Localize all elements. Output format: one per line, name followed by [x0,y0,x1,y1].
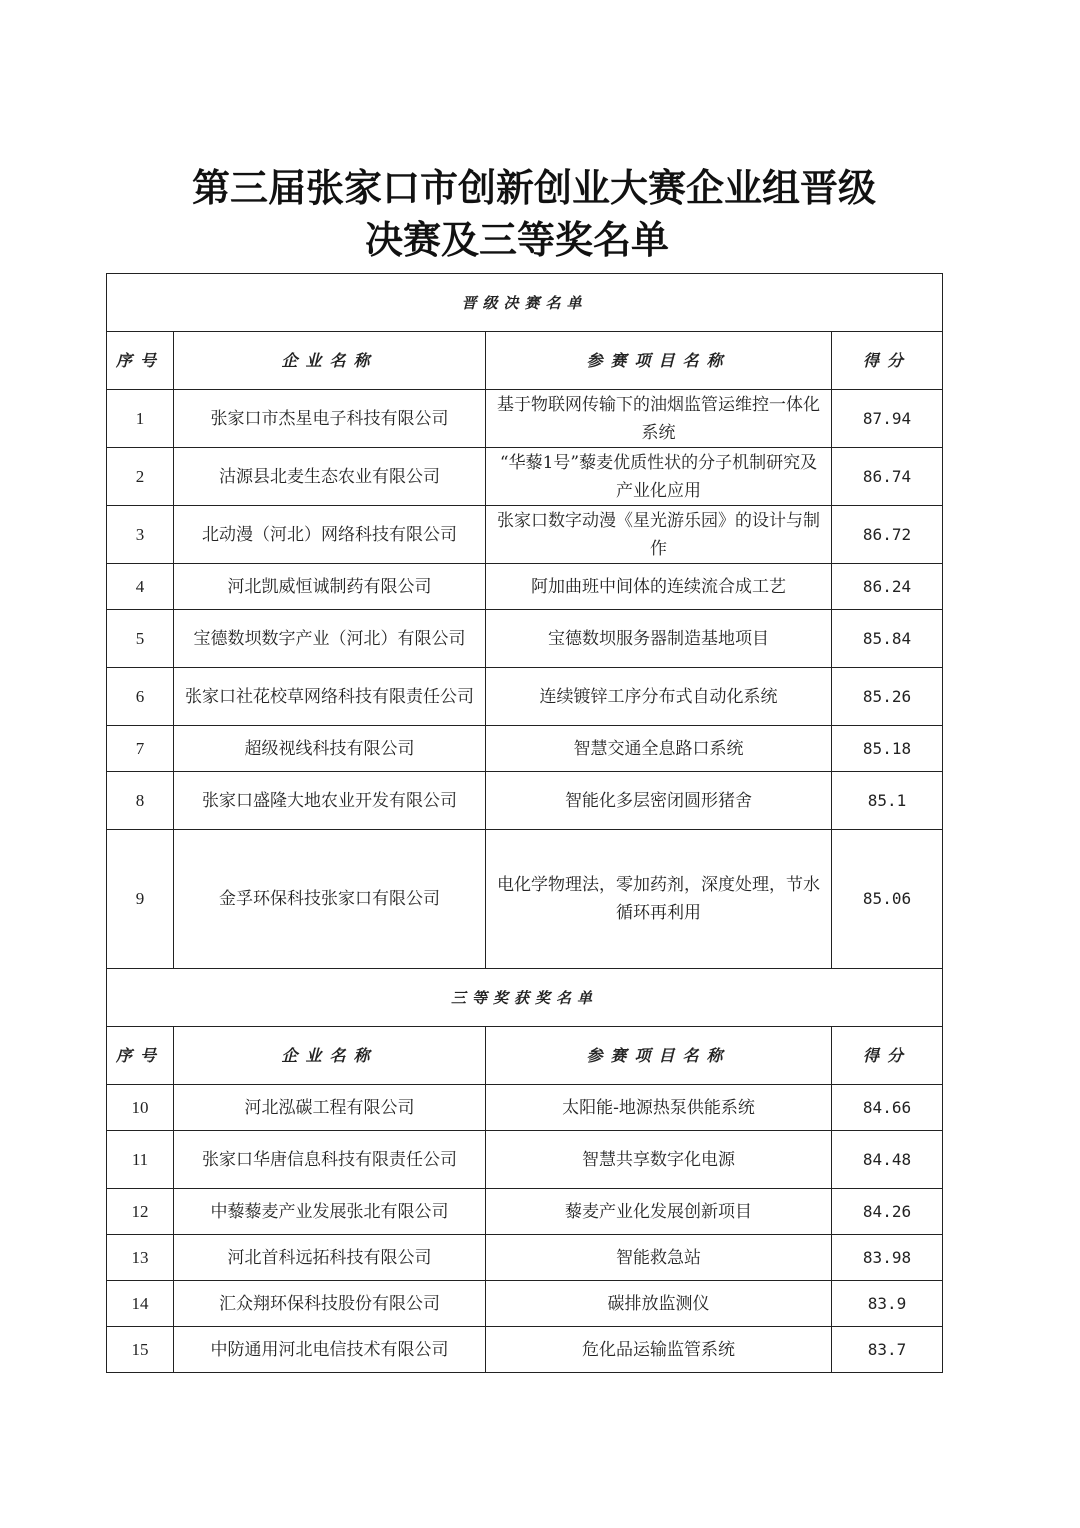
row-index: 8 [107,772,174,830]
row-project: 阿加曲班中间体的连续流合成工艺 [486,564,832,610]
table-row [107,448,943,506]
column-header-index: 序号 [107,1027,174,1085]
row-score: 83.9 [832,1281,943,1327]
row-project: 张家口数字动漫《星光游乐园》的设计与制作 [486,506,832,564]
row-index: 13 [107,1235,174,1281]
row-company: 张家口华唐信息科技有限责任公司 [174,1131,486,1189]
row-company: 张家口社花校草网络科技有限责任公司 [174,668,486,726]
table-row [107,1189,943,1235]
row-index: 12 [107,1189,174,1235]
row-company: 河北泓碳工程有限公司 [174,1085,486,1131]
row-index: 7 [107,726,174,772]
row-company: 中藜藜麦产业发展张北有限公司 [174,1189,486,1235]
row-project: 智慧共享数字化电源 [486,1131,832,1189]
row-score: 84.66 [832,1085,943,1131]
row-company: 河北凯威恒诚制药有限公司 [174,564,486,610]
section-header-row [107,274,943,332]
column-header-project: 参赛项目名称 [486,332,832,390]
row-index: 6 [107,668,174,726]
page-title-line-2: 决赛及三等奖名单 [365,218,670,262]
row-index: 4 [107,564,174,610]
row-score: 85.06 [832,830,943,969]
row-project: 智能救急站 [486,1235,832,1281]
row-index: 2 [107,448,174,506]
row-project: 智能化多层密闭圆形猪舍 [486,772,832,830]
row-project: 电化学物理法，零加药剂，深度处理，节水循环再利用 [486,830,832,969]
row-score: 85.18 [832,726,943,772]
section-title-third-prize: 三等奖获奖名单 [107,969,943,1027]
table-row [107,390,943,448]
row-score: 84.26 [832,1189,943,1235]
row-project: “华藜1号”藜麦优质性状的分子机制研究及产业化应用 [486,448,832,506]
row-company: 沽源县北麦生态农业有限公司 [174,448,486,506]
table-row [107,772,943,830]
row-company: 超级视线科技有限公司 [174,726,486,772]
row-score: 86.24 [832,564,943,610]
row-index: 14 [107,1281,174,1327]
column-header-project: 参赛项目名称 [486,1027,832,1085]
table-row [107,1327,943,1373]
row-score: 85.1 [832,772,943,830]
table-row [107,506,943,564]
row-score: 86.74 [832,448,943,506]
award-table [106,273,943,1373]
row-score: 87.94 [832,390,943,448]
row-company: 张家口市杰星电子科技有限公司 [174,390,486,448]
row-company: 张家口盛隆大地农业开发有限公司 [174,772,486,830]
column-header-index: 序号 [107,332,174,390]
row-score: 83.7 [832,1327,943,1373]
row-company: 中防通用河北电信技术有限公司 [174,1327,486,1373]
page-title [150,162,970,266]
table-row [107,564,943,610]
table-row [107,610,943,668]
row-index: 10 [107,1085,174,1131]
row-project: 宝德数坝服务器制造基地项目 [486,610,832,668]
row-project: 智慧交通全息路口系统 [486,726,832,772]
row-company: 北动漫（河北）网络科技有限公司 [174,506,486,564]
row-score: 86.72 [832,506,943,564]
row-score: 84.48 [832,1131,943,1189]
table-row [107,830,943,969]
row-index: 15 [107,1327,174,1373]
column-header-score: 得分 [832,332,943,390]
table-row [107,1235,943,1281]
row-project: 连续镀锌工序分布式自动化系统 [486,668,832,726]
row-score: 85.26 [832,668,943,726]
column-header-row [107,332,943,390]
table-row [107,726,943,772]
row-company: 宝德数坝数字产业（河北）有限公司 [174,610,486,668]
table-row [107,1085,943,1131]
row-index: 9 [107,830,174,969]
row-project: 藜麦产业化发展创新项目 [486,1189,832,1235]
table-row [107,1131,943,1189]
table-row [107,1281,943,1327]
row-score: 85.84 [832,610,943,668]
row-company: 河北首科远拓科技有限公司 [174,1235,486,1281]
column-header-row [107,1027,943,1085]
section-title-finalists: 晋级决赛名单 [107,274,943,332]
row-index: 11 [107,1131,174,1189]
row-project: 太阳能-地源热泵供能系统 [486,1085,832,1131]
column-header-company: 企业名称 [174,332,486,390]
column-header-score: 得分 [832,1027,943,1085]
row-project: 碳排放监测仪 [486,1281,832,1327]
row-project: 基于物联网传输下的油烟监管运维控一体化系统 [486,390,832,448]
row-index: 1 [107,390,174,448]
row-company: 汇众翔环保科技股份有限公司 [174,1281,486,1327]
table-row [107,668,943,726]
section-header-row [107,969,943,1027]
row-index: 5 [107,610,174,668]
row-project: 危化品运输监管系统 [486,1327,832,1373]
row-company: 金孚环保科技张家口有限公司 [174,830,486,969]
row-index: 3 [107,506,174,564]
column-header-company: 企业名称 [174,1027,486,1085]
page-title-line-1: 第三届张家口市创新创业大赛企业组晋级 [192,166,877,210]
row-score: 83.98 [832,1235,943,1281]
